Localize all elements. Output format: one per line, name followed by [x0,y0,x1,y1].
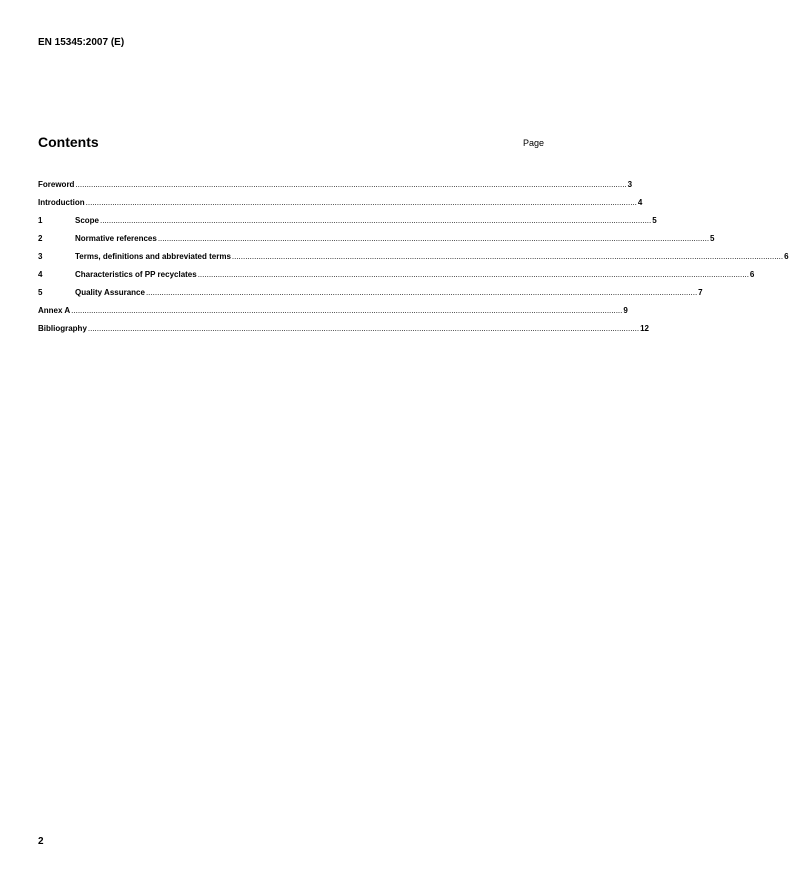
toc-entry-terms-definitions[interactable] [38,244,789,262]
toc-leader-dots: ........................................................................................................................................................................................................................................................ [85,198,637,207]
toc-entry-title: Scope [75,216,100,225]
page-number: 2 [38,836,44,847]
toc-entry-page: 3 [627,180,633,189]
toc-entry-number: 3 [38,252,43,261]
contents-heading: Contents [38,134,99,150]
toc-entry-page: 5 [652,216,657,225]
toc-entry-title: Normative references [75,234,157,243]
toc-entry-title: Quality Assurance [75,288,145,297]
toc-entry-characteristics[interactable] [38,262,755,280]
toc-leader-dots: ........................................................................................................................................................................................................................................................ [157,234,710,243]
toc-entry-annex-a[interactable] [38,298,628,316]
toc-entry-page: 4 [637,198,643,207]
toc-leader-dots: ........................................................................................................................................................................................................................................................ [75,180,627,189]
toc-entry-page: 5 [710,234,715,243]
toc-entry-page: 6 [784,252,789,261]
page-column-label: Page [522,138,544,148]
document-id: EN 15345:2007 (E) [38,37,125,48]
toc-leader-dots: ........................................................................................................................................................................................................................................................ [145,288,698,297]
toc-entry-page: 6 [749,270,755,279]
table-of-contents [38,172,789,334]
toc-entry-number: 1 [38,216,43,225]
toc-entry-page: 7 [698,288,703,297]
toc-entry-number: 4 [38,270,43,279]
toc-entry-number: 5 [38,288,43,297]
toc-entry-page: 9 [623,306,628,315]
toc-entry-title: Terms, definitions and abbreviated terms [75,252,231,261]
toc-entry-foreword[interactable] [38,172,633,190]
toc-entry-title: Bibliography [38,324,87,333]
toc-entry-quality-assurance[interactable] [38,280,703,298]
toc-leader-dots: ........................................................................................................................................................................................................................................................ [231,252,784,261]
toc-entry-title: Annex A [38,306,71,315]
toc-entry-title: Foreword [38,180,75,189]
toc-leader-dots: ........................................................................................................................................................................................................................................................ [197,270,749,279]
toc-leader-dots: ........................................................................................................................................................................................................................................................ [87,324,640,333]
toc-entry-page: 12 [640,324,650,333]
toc-entry-number: 2 [38,234,43,243]
toc-entry-normative-references[interactable] [38,226,715,244]
toc-entry-title: Characteristics of PP recyclates [75,270,197,279]
toc-entry-bibliography[interactable] [38,316,650,334]
toc-entry-scope[interactable] [38,208,657,226]
toc-entry-title: Introduction [38,198,85,207]
toc-entry-introduction[interactable] [38,190,643,208]
toc-leader-dots: ........................................................................................................................................................................................................................................................ [100,216,652,225]
toc-leader-dots: ........................................................................................................................................................................................................................................................ [71,306,623,315]
